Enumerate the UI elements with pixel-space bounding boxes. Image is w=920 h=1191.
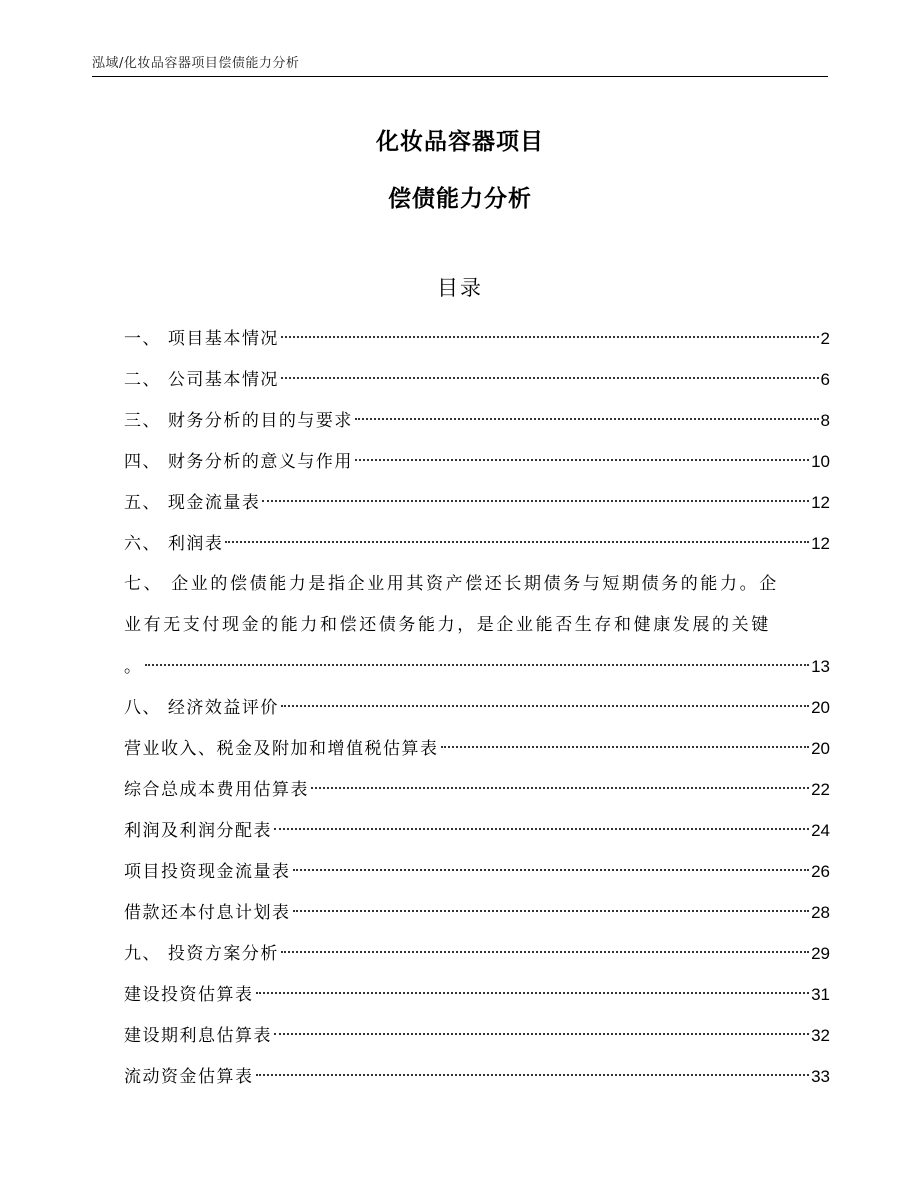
toc-entry-label: 三、 财务分析的目的与要求 (124, 411, 353, 431)
toc-entry-label: 建设投资估算表 (124, 985, 254, 1005)
toc-entry-label-line3: 。 (124, 657, 143, 677)
toc-entry-page: 12 (811, 493, 830, 512)
toc-entry-label: 营业收入、税金及附加和增值税估算表 (124, 739, 439, 759)
toc-entry[interactable] (124, 810, 830, 851)
toc-entry-label: 六、 利润表 (124, 534, 224, 554)
dot-leader (274, 828, 809, 830)
toc-entry[interactable] (124, 523, 830, 564)
dot-leader (293, 910, 810, 912)
toc-entry-page: 6 (820, 370, 830, 389)
dot-leader (145, 664, 810, 666)
toc-entry-page: 26 (811, 862, 830, 881)
toc-entry-label-line1: 七、 企业的偿债能力是指企业用其资产偿还长期债务与短期债务的能力。企 (124, 574, 779, 594)
toc-entry-label: 项目投资现金流量表 (124, 862, 291, 882)
toc-entry-label-line2: 业有无支付现金的能力和偿还债务能力，是企业能否生存和健康发展的关键 (124, 615, 771, 635)
toc-entry-label: 综合总成本费用估算表 (124, 780, 309, 800)
toc-entry[interactable] (124, 687, 830, 728)
dot-leader (441, 746, 810, 748)
toc-entry[interactable] (124, 1015, 830, 1056)
toc-entry[interactable] (124, 769, 830, 810)
toc-entry-label: 九、 投资方案分析 (124, 944, 279, 964)
toc-entry[interactable] (124, 933, 830, 974)
dot-leader (293, 869, 810, 871)
toc-entry-long[interactable] (124, 564, 830, 687)
toc-entry-page: 32 (811, 1026, 830, 1045)
document-subtitle: 偿债能力分析 (388, 186, 532, 212)
toc-entry-page: 2 (820, 329, 830, 348)
toc-entry-page: 13 (811, 657, 830, 676)
toc-entry[interactable] (124, 892, 830, 933)
toc-entry-label: 八、 经济效益评价 (124, 698, 279, 718)
dot-leader (262, 500, 809, 502)
dot-leader (311, 787, 809, 789)
toc-entry-page: 8 (820, 411, 830, 430)
toc-entry-label: 借款还本付息计划表 (124, 903, 291, 923)
toc-entry-page: 28 (811, 903, 830, 922)
toc-entry-page: 24 (811, 821, 830, 840)
dot-leader (355, 418, 819, 420)
toc-entry-last-line (124, 646, 830, 687)
toc-entry[interactable] (124, 728, 830, 769)
toc-entry-label: 建设期利息估算表 (124, 1026, 272, 1046)
toc-entry[interactable] (124, 851, 830, 892)
toc-entry-page: 31 (811, 985, 830, 1004)
table-of-contents (124, 318, 830, 1097)
toc-entry[interactable] (124, 974, 830, 1015)
toc-entry-label: 二、 公司基本情况 (124, 370, 279, 390)
toc-entry-label: 流动资金估算表 (124, 1067, 254, 1087)
toc-entry[interactable] (124, 1056, 830, 1097)
toc-entry[interactable] (124, 318, 830, 359)
dot-leader (281, 951, 809, 953)
toc-entry[interactable] (124, 359, 830, 400)
dot-leader (281, 377, 819, 379)
toc-heading: 目录 (437, 276, 483, 300)
toc-entry-label: 四、 财务分析的意义与作用 (124, 452, 353, 472)
toc-entry-page: 20 (811, 739, 830, 758)
dot-leader (256, 992, 810, 994)
dot-leader (281, 705, 809, 707)
toc-entry-label: 一、 项目基本情况 (124, 329, 279, 349)
toc-entry-label: 五、 现金流量表 (124, 493, 261, 513)
dot-leader (256, 1074, 810, 1076)
dot-leader (274, 1033, 809, 1035)
toc-entry-page: 29 (811, 944, 830, 963)
dot-leader (281, 336, 819, 338)
toc-entry-label: 利润及利润分配表 (124, 821, 272, 841)
toc-entry[interactable] (124, 400, 830, 441)
running-header: 泓域/化妆品容器项目偿债能力分析 (92, 52, 828, 77)
document-title: 化妆品容器项目 (376, 129, 544, 155)
toc-entry[interactable] (124, 482, 830, 523)
toc-entry-page: 20 (811, 698, 830, 717)
toc-entry-page: 33 (811, 1067, 830, 1086)
toc-entry[interactable] (124, 441, 830, 482)
dot-leader (355, 459, 809, 461)
toc-entry-page: 10 (811, 452, 830, 471)
toc-entry-page: 12 (811, 534, 830, 553)
toc-entry-page: 22 (811, 780, 830, 799)
dot-leader (225, 541, 809, 543)
